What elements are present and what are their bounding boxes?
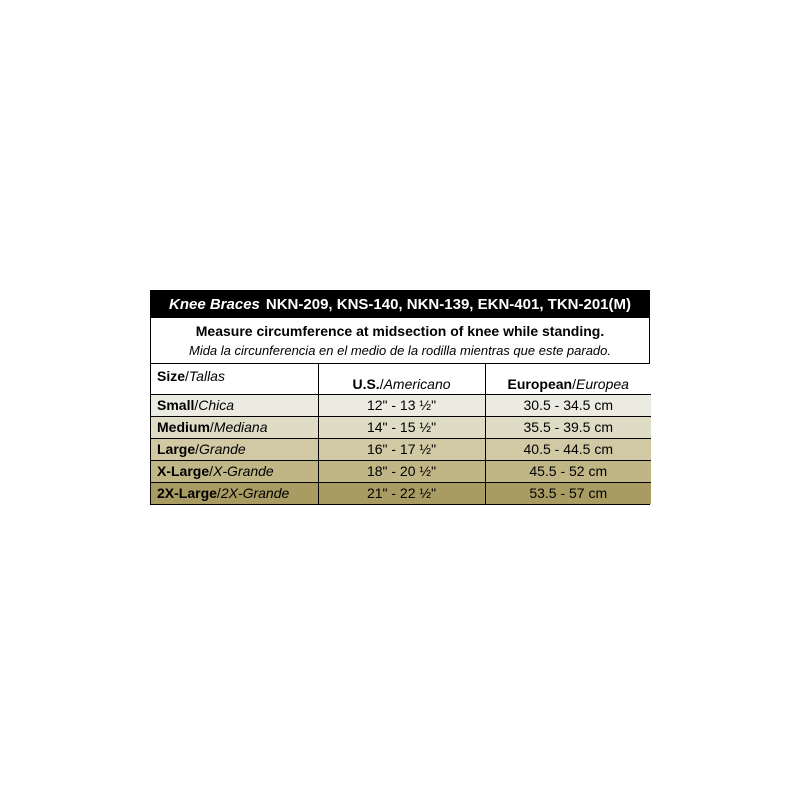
eu-size-cell: 35.5 - 39.5 cm xyxy=(485,416,651,438)
size-cell: 2X-Large/2X-Grande xyxy=(151,482,318,504)
size-es: 2X-Grande xyxy=(220,485,290,502)
table-header-row xyxy=(151,364,651,394)
header-size-en: Size xyxy=(157,368,186,384)
model-numbers: NKN-209, KNS-140, NKN-139, EKN-401, TKN-201(M) xyxy=(265,296,631,313)
table-row xyxy=(151,438,651,460)
header-eu-es: Europea xyxy=(576,375,629,392)
size-en: Large xyxy=(157,441,196,457)
header-size: Size/Tallas xyxy=(151,364,318,394)
us-size-cell: 14" - 15 ½" xyxy=(318,416,485,438)
header-eu: European/Europea xyxy=(485,364,651,394)
us-size-cell: 18" - 20 ½" xyxy=(318,460,485,482)
header-us-en: U.S. xyxy=(352,375,380,392)
header-us: U.S./Americano xyxy=(318,364,485,394)
header-size-es: Tallas xyxy=(188,368,225,384)
size-table xyxy=(151,364,651,504)
size-es: Mediana xyxy=(213,419,268,435)
us-size-cell: 16" - 17 ½" xyxy=(318,438,485,460)
size-en: 2X-Large xyxy=(157,485,217,502)
table-row xyxy=(151,416,651,438)
size-cell: X-Large/X-Grande xyxy=(151,460,318,482)
us-size-cell: 21" - 22 ½" xyxy=(318,482,485,504)
table-row xyxy=(151,394,651,416)
eu-size-cell: 53.5 - 57 cm xyxy=(485,482,651,504)
eu-size-cell: 45.5 - 52 cm xyxy=(485,460,651,482)
size-en: X-Large xyxy=(157,463,210,479)
size-cell: Small/Chica xyxy=(151,394,318,416)
header-eu-en: European xyxy=(507,375,573,392)
size-cell: Medium/Mediana xyxy=(151,416,318,438)
size-chart xyxy=(150,290,650,505)
eu-size-cell: 30.5 - 34.5 cm xyxy=(485,394,651,416)
product-name: Knee Braces xyxy=(169,296,260,313)
chart-title xyxy=(151,291,649,318)
size-en: Medium xyxy=(157,419,210,435)
instruction-spanish: Mida la circunferencia en el medio de la rodilla mientras que este parado. xyxy=(188,343,611,358)
size-cell: Large/Grande xyxy=(151,438,318,460)
size-es: Grande xyxy=(199,441,246,457)
table-row xyxy=(151,460,651,482)
measurement-instructions xyxy=(151,318,649,364)
eu-size-cell: 40.5 - 44.5 cm xyxy=(485,438,651,460)
size-en: Small xyxy=(157,397,195,413)
instruction-english: Measure circumference at midsection of knee while standing. xyxy=(195,323,605,339)
size-es: X-Grande xyxy=(213,463,274,479)
header-us-es: Americano xyxy=(383,375,451,392)
size-es: Chica xyxy=(198,397,235,413)
us-size-cell: 12" - 13 ½" xyxy=(318,394,485,416)
table-row xyxy=(151,482,651,504)
